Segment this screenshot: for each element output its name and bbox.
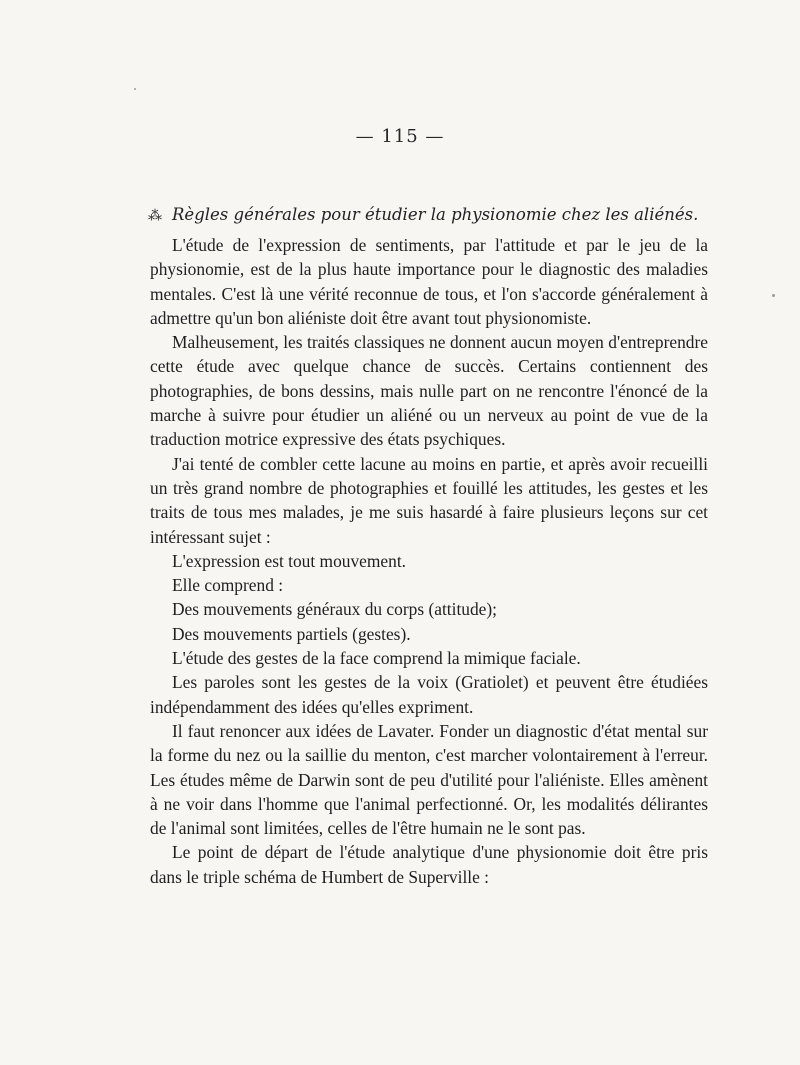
paragraph: L'étude des gestes de la face comprend la mimique faciale.	[172, 648, 581, 669]
paper-speck	[772, 294, 775, 297]
paragraph: J'ai tenté de combler cette lacune au moins en partie, et après avoir recueilli un très grand nombre de photographies et fouillé les attitudes, les gestes et les traits de tous mes malades, je me suis hasardé à faire plusieurs leçons sur cet intéressant sujet :	[150, 453, 708, 547]
paragraph: L'expression est tout mouvement.	[172, 550, 407, 571]
section-heading	[148, 205, 708, 224]
paper-speck	[134, 88, 136, 90]
paragraph: Elle comprend :	[172, 575, 284, 596]
section-ornament-icon: ⁂	[148, 208, 162, 224]
paragraph: Les paroles sont les gestes de la voix (Gratiolet) et peuvent être étudiées indépendamment des idées qu'elles expriment.	[150, 672, 708, 717]
paragraph: Des mouvements partiels (gestes).	[172, 623, 411, 644]
paragraph: Il faut renoncer aux idées de Lavater. Fonder un diagnostic d'état mental sur la forme du nez ou la saillie du menton, c'est marcher volontairement à l'erreur. Les études même de Darwin sont de peu d'utilité pour l'aliéniste. Elles amènent à ne voir dans l'homme que l'animal perfectionné. Or, les modalités délirantes de l'animal sont limitées, celles de l'être humain ne le sont pas.	[150, 720, 708, 839]
body-text	[150, 233, 708, 889]
paragraph: L'étude de l'expression de sentiments, par l'attitude et par le jeu de la physionomie, est de la plus haute importance pour le diagnostic des maladies mentales. C'est là une vérité reconnue de tous, et l'on s'accorde généralement à admettre qu'un bon aliéniste doit être avant tout physionomiste.	[150, 235, 708, 328]
page-number: — 115 —	[355, 126, 445, 147]
section-title-text: Règles générales pour étudier la physionomie chez les aliénés.	[172, 205, 699, 224]
paragraph: Le point de départ de l'étude analytique d'une physionomie doit être pris dans le triple schéma de Humbert de Superville :	[150, 842, 708, 887]
paragraph: Des mouvements généraux du corps (attitude);	[172, 599, 498, 620]
paragraph: Malheusement, les traités classiques ne donnent aucun moyen d'entreprendre cette étude avec quelque chance de succès. Certains contiennent des photographies, de bons dessins, mais nulle part on ne rencontre l'énoncé de la marche à suivre pour étudier un aliéné ou un nerveux au point de vue de la traduction motrice expressive des états psychiques.	[150, 332, 708, 450]
